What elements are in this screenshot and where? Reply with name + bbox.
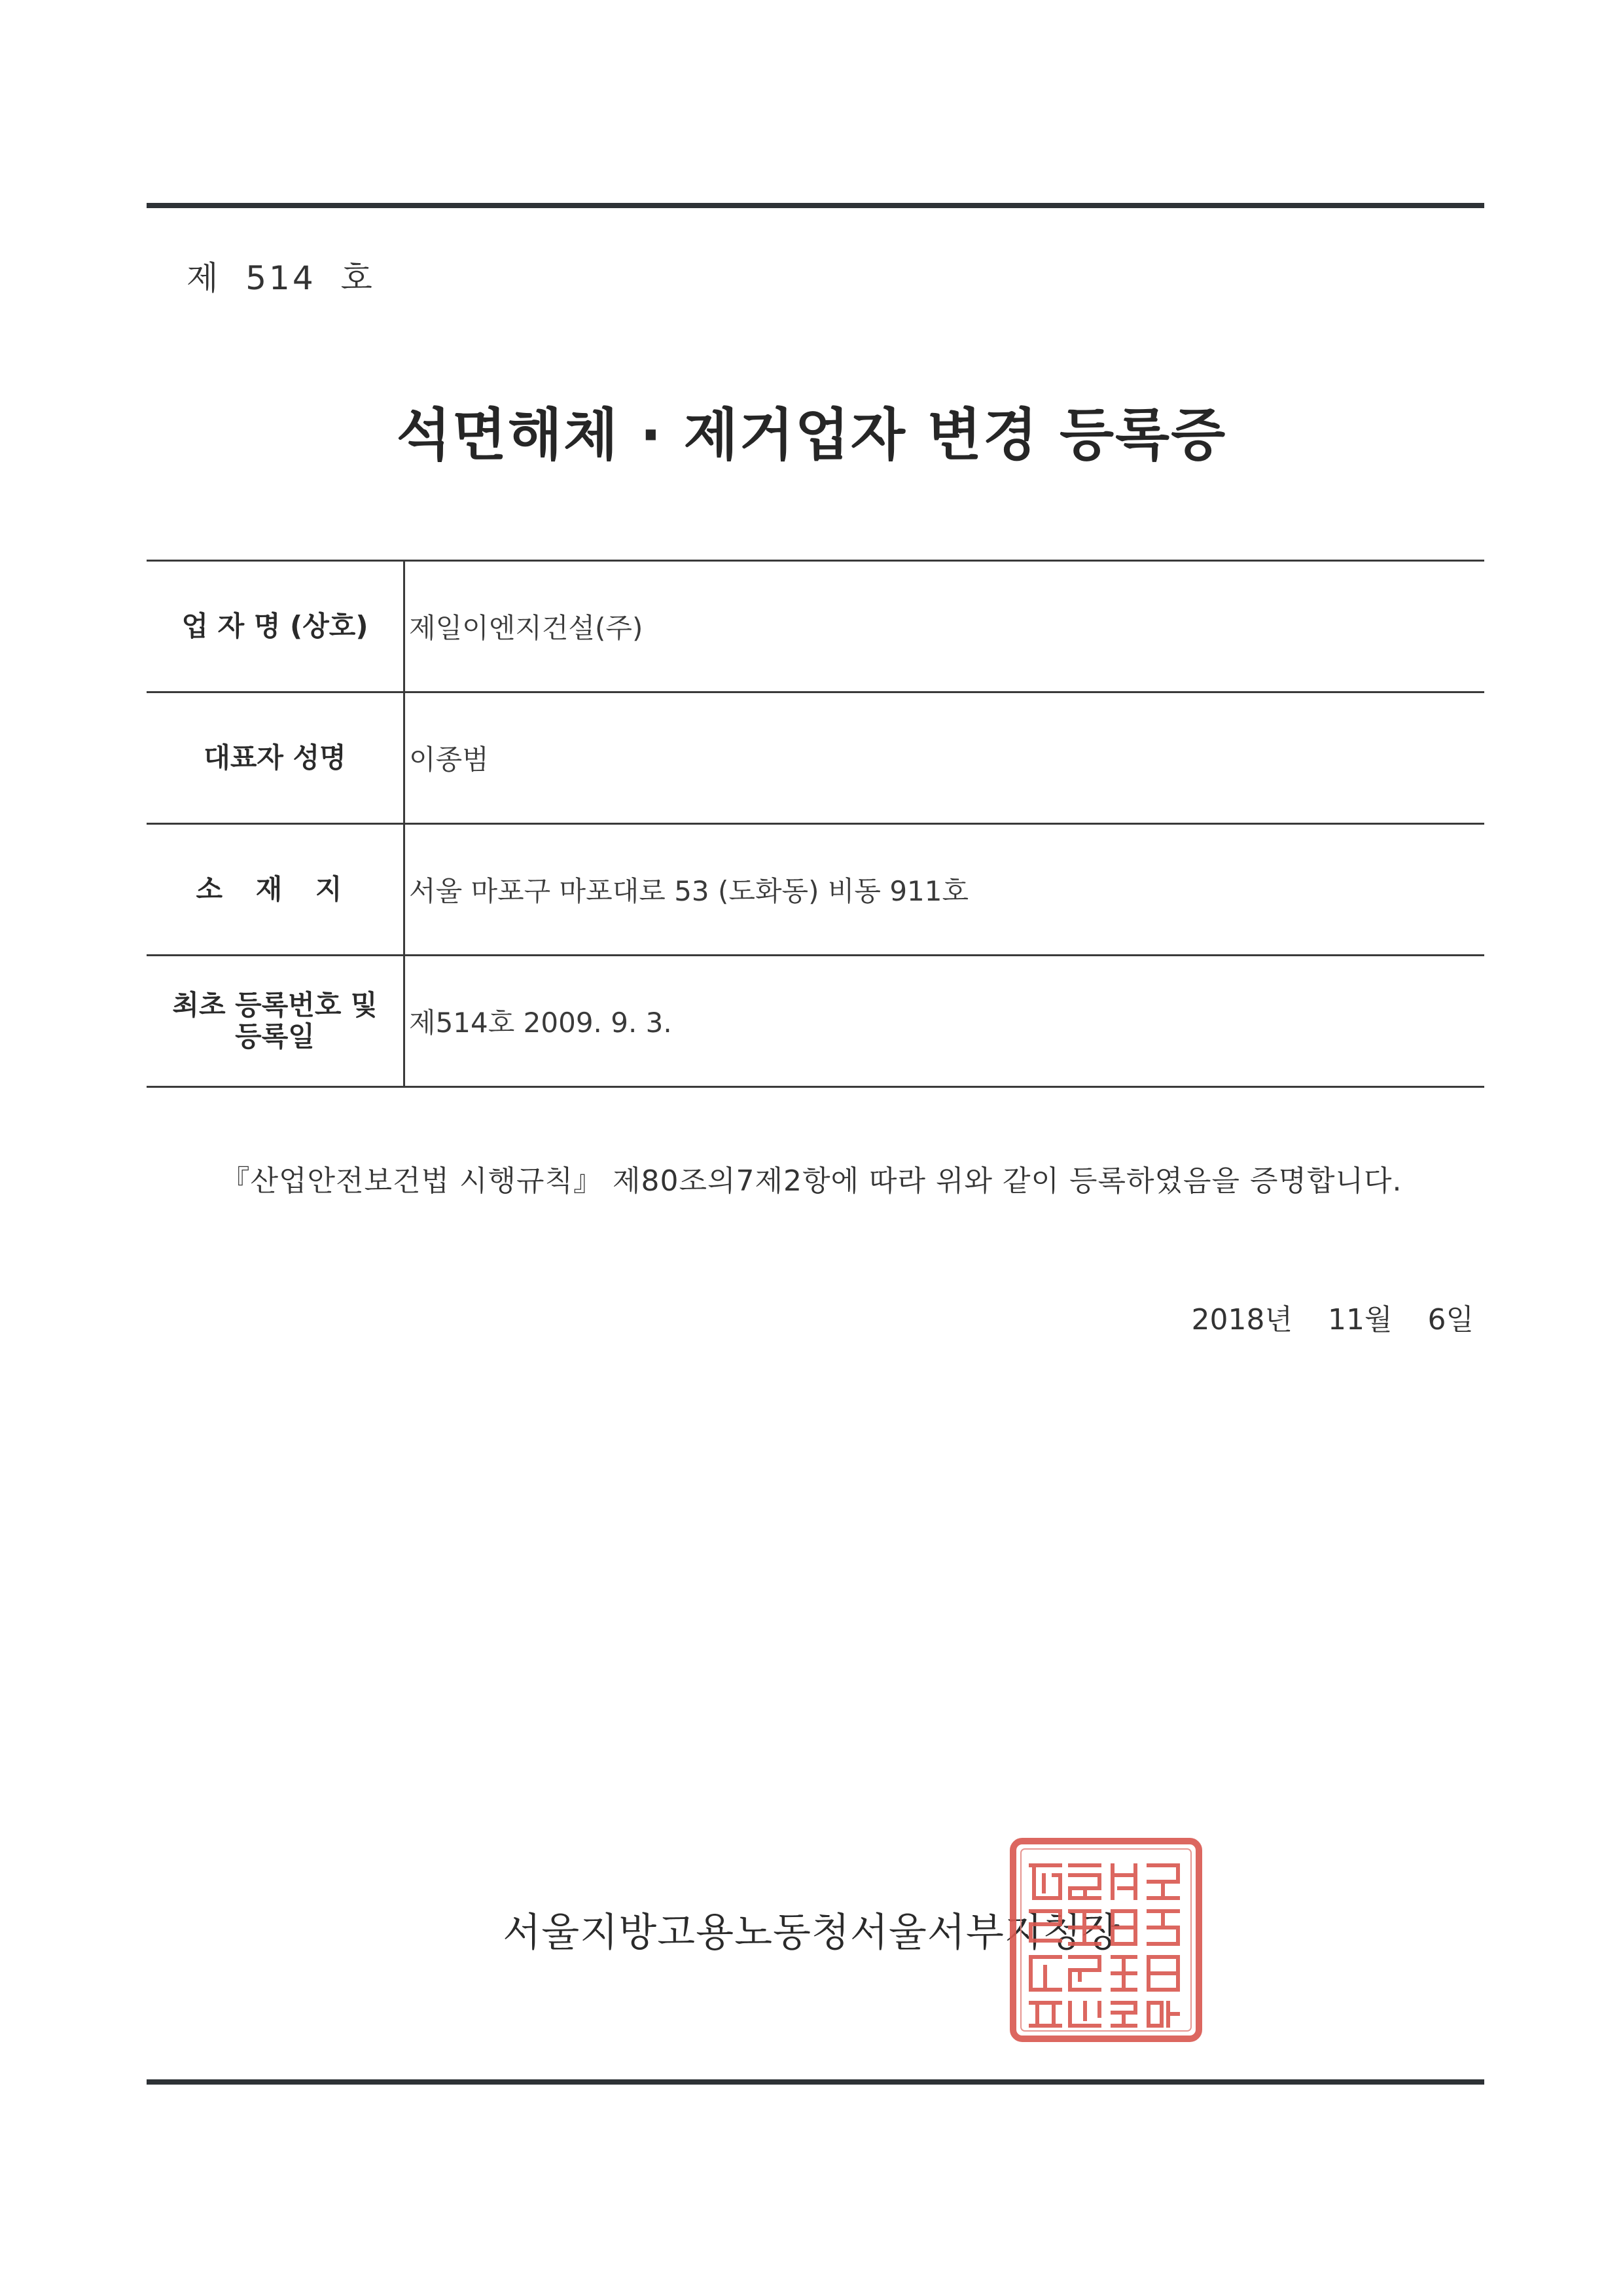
document-title: 석면해체 · 제거업자 변경 등록증 — [396, 403, 1227, 468]
company-name-value: 제일이엔지건설(주) — [404, 561, 1485, 692]
initial-registration-value: 제514호 2009. 9. 3. — [404, 956, 1485, 1087]
representative-value: 이종범 — [404, 692, 1485, 824]
issue-date: 2018년 11월 6일 — [1191, 1303, 1474, 1336]
initial-registration-label-line1: 최초 등록번호 및 — [172, 989, 378, 1021]
registration-info-table — [147, 560, 1484, 1088]
table-row — [147, 692, 1484, 824]
representative-label: 대표자 성명 — [147, 692, 404, 824]
initial-registration-label — [147, 956, 404, 1087]
certificate-number: 제 514 호 — [187, 259, 375, 297]
company-name-label: 업 자 명 (상호) — [147, 561, 404, 692]
official-seal-stamp — [1008, 1836, 1204, 2044]
top-rule — [147, 203, 1484, 208]
table-row — [147, 561, 1484, 692]
certification-statement: 『산업안전보건법 시행규칙』 제80조의7제2항에 따라 위와 같이 등록하였음을 증명합니다. — [221, 1164, 1402, 1198]
table-row — [147, 956, 1484, 1087]
bottom-rule — [147, 2079, 1484, 2085]
table-row — [147, 824, 1484, 956]
issuer-name: 서울지방고용노동청서울서부지청장 — [503, 1910, 1120, 1956]
address-value: 서울 마포구 마포대로 53 (도화동) 비동 911호 — [404, 824, 1485, 956]
initial-registration-label-line2: 등록일 — [235, 1020, 315, 1052]
address-label: 소 재 지 — [147, 824, 404, 956]
